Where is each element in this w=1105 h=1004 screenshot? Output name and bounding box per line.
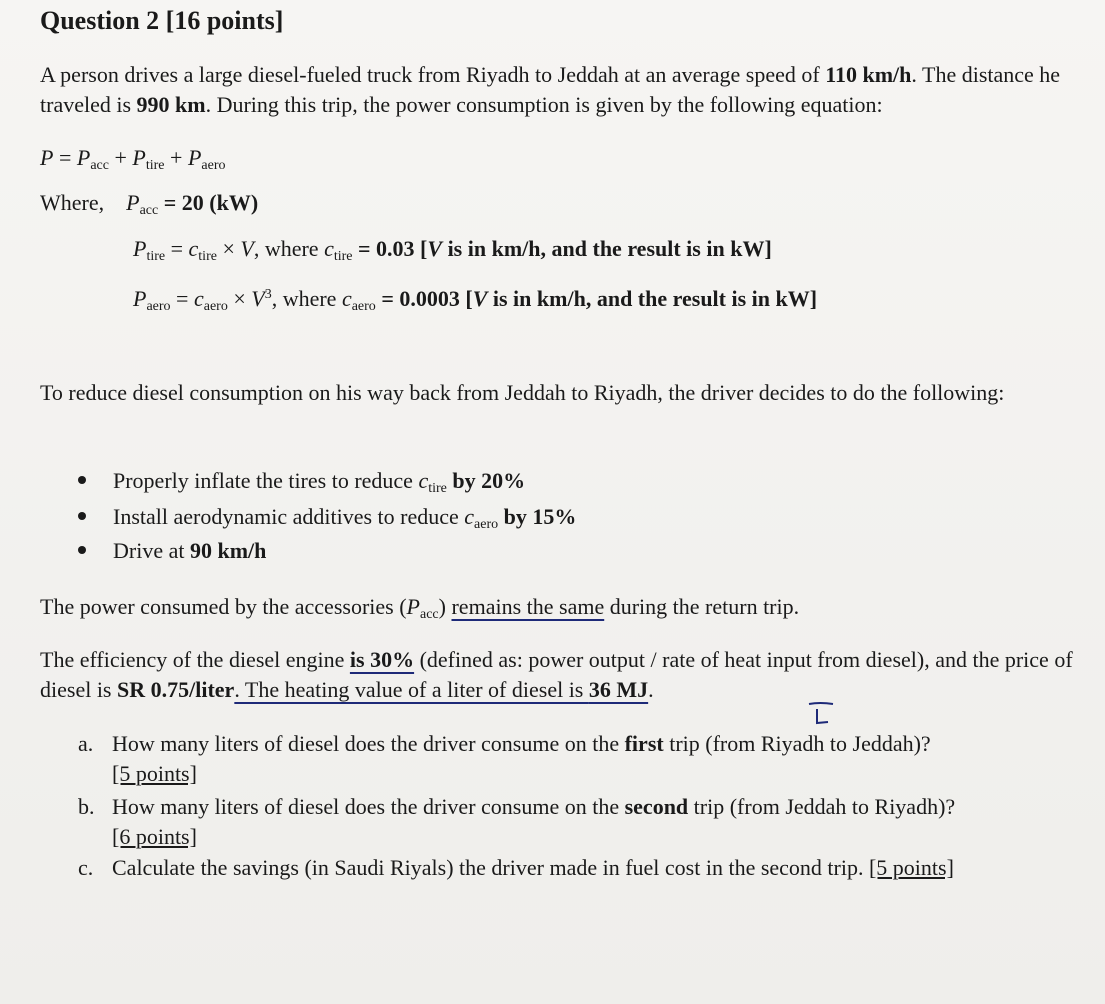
eq-text: , where: [253, 236, 325, 261]
eq-subscript: acc: [139, 203, 159, 218]
eq-symbol: c: [193, 286, 204, 311]
eq-operator: =: [53, 145, 77, 170]
eq-symbol: V: [251, 286, 265, 311]
pacc-value: = 20 (kW): [158, 190, 259, 215]
part-points: [6 points]: [112, 824, 197, 849]
para-text: during the return trip.: [604, 594, 800, 619]
eq-text: is in: [487, 286, 537, 311]
eq-symbol: c: [418, 468, 429, 493]
eq-symbol: P: [133, 236, 147, 261]
intro-text: . The distance he traveled is: [40, 62, 1061, 117]
eq-text: is in: [442, 236, 492, 261]
eq-symbol: c: [341, 286, 352, 311]
eq-subscript: tire: [198, 249, 217, 264]
eq-symbol: P: [76, 145, 91, 170]
part-text: How many liters of diesel does the driver consume on the: [112, 731, 625, 756]
eq-operator: ×: [216, 236, 241, 261]
bullet-icon: [78, 546, 86, 554]
eq-superscript: 3: [264, 287, 272, 302]
return-intro: To reduce diesel consumption on his way back from Jeddah to Riyadh, the driver decides to do the following:: [40, 380, 1005, 405]
question-title: Question 2 [16 points]: [40, 6, 284, 35]
handwritten-L-mark: [806, 700, 836, 728]
unit-text: km/h: [491, 236, 541, 261]
eq-subscript: aero: [474, 517, 499, 532]
para-text: ): [438, 594, 452, 619]
eq-operator: +: [164, 145, 188, 170]
eq-text: , where: [271, 286, 342, 311]
eq-operator: +: [108, 145, 133, 170]
eq-symbol: c: [324, 236, 334, 261]
part-a: [78, 729, 1078, 789]
para-text: .: [648, 677, 654, 702]
part-label: b.: [78, 794, 95, 819]
eq-symbol: c: [188, 236, 199, 261]
eq-text: ]: [764, 236, 772, 261]
eq-operator: ×: [227, 286, 252, 311]
part-label: a.: [78, 731, 94, 756]
part-text: Calculate the savings (in Saudi Riyals) the driver made in fuel cost in the second trip.: [112, 855, 869, 880]
eq-subscript: aero: [203, 299, 228, 314]
ctire-value: = 0.03: [352, 236, 415, 261]
accessories-paragraph: [40, 592, 1085, 630]
paero-definition: [133, 280, 817, 322]
para-text: (defined as: power output / rate of heat input from diesel), and the price of diesel is: [40, 647, 1073, 702]
part-c: [78, 853, 1078, 883]
eq-operator: =: [165, 236, 189, 261]
bullet-speed: [78, 536, 266, 566]
part-label: c.: [78, 855, 94, 880]
part-emphasis: first: [624, 731, 664, 756]
eq-symbol: V: [240, 236, 254, 261]
caero-value: = 0.0003: [375, 286, 460, 311]
part-text: trip (from Jeddah to Riyadh)?: [688, 794, 956, 819]
eq-subscript: aero: [146, 299, 171, 314]
bullet-text: Install aerodynamic additives to reduce: [113, 504, 465, 529]
eq-symbol: V: [427, 236, 443, 261]
speed-value: 110 km/h: [825, 62, 912, 87]
para-text: The power consumed by the accessories (: [40, 594, 407, 619]
para-text: . The heating value of a liter of diesel is: [234, 677, 589, 702]
part-b: [78, 792, 1078, 852]
eq-symbol: P: [187, 145, 202, 170]
eq-subscript: aero: [201, 158, 226, 173]
unit-text: km/h: [536, 286, 586, 311]
eq-text: [: [459, 286, 473, 311]
intro-paragraph: [40, 60, 1085, 120]
pacc-definition: [40, 188, 258, 226]
eq-subscript: acc: [90, 158, 109, 173]
eq-symbol: c: [464, 504, 475, 529]
eq-symbol: P: [406, 594, 420, 619]
bullet-value: by 20%: [446, 468, 526, 493]
bullet-value: by 15%: [498, 504, 577, 529]
unit-text: kW: [775, 286, 810, 311]
part-emphasis: second: [624, 794, 689, 819]
eq-text: [: [414, 236, 428, 261]
bullet-aero: [78, 502, 576, 540]
eq-symbol: P: [40, 145, 54, 170]
bullet-icon: [78, 476, 86, 484]
intro-text: . During this trip, the power consumption is given by the following equation:: [205, 92, 883, 117]
unit-text: kW: [730, 236, 765, 261]
ptire-definition: [133, 234, 772, 272]
eq-subscript: tire: [146, 249, 166, 264]
eq-symbol: P: [132, 145, 146, 170]
where-label: Where,: [40, 190, 105, 215]
para-text: The efficiency of the diesel engine: [40, 647, 350, 672]
eq-subscript: aero: [351, 299, 376, 314]
eq-symbol: V: [472, 286, 488, 311]
efficiency-paragraph: [40, 645, 1085, 705]
eq-subscript: tire: [145, 158, 165, 173]
eq-subscript: tire: [428, 481, 447, 496]
part-points: [5 points]: [868, 855, 954, 880]
eq-symbol: P: [133, 286, 147, 311]
eq-text: , and the result is in: [585, 286, 776, 311]
eq-text: , and the result is in: [540, 236, 731, 261]
efficiency-value: is 30%: [349, 647, 415, 672]
heating-value: 36 MJ: [588, 677, 649, 702]
eq-subscript: acc: [420, 607, 439, 622]
bullet-text: Drive at: [113, 538, 190, 563]
bullet-text: Properly inflate the tires to reduce: [113, 468, 419, 493]
eq-subscript: tire: [333, 249, 353, 264]
eq-text: ]: [809, 286, 818, 311]
part-text: trip (from Riyadh to Jeddah)?: [663, 731, 931, 756]
eq-symbol: P: [126, 190, 140, 215]
part-points: [5 points]: [112, 761, 197, 786]
part-text: How many liters of diesel does the driver consume on the: [112, 794, 625, 819]
power-equation: [40, 143, 225, 181]
bullet-tires: [78, 466, 525, 504]
distance-value: 990 km: [136, 92, 206, 117]
price-value: SR 0.75/liter: [117, 677, 235, 702]
bullet-value: 90 km/h: [189, 538, 267, 563]
intro-text: A person drives a large diesel-fueled truck from Riyadh to Jeddah at an average speed of: [40, 62, 826, 87]
eq-operator: =: [170, 286, 194, 311]
underlined-text: remains the same: [451, 594, 605, 619]
bullet-icon: [78, 512, 86, 520]
